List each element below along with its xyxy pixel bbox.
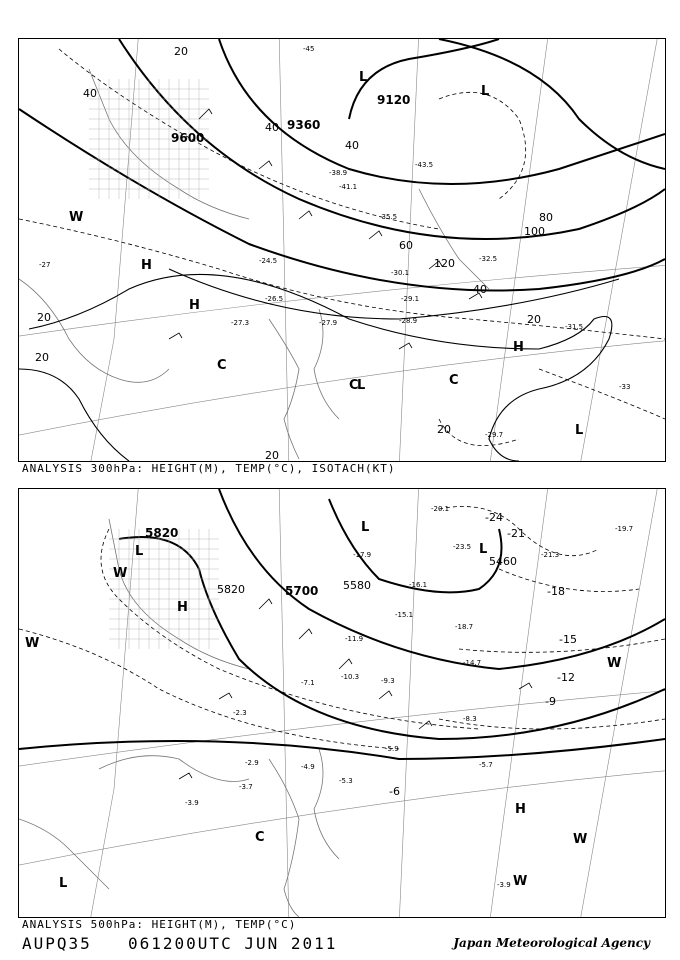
- cold-center-marker: C: [217, 358, 227, 373]
- isotach-hatching: [109, 529, 219, 649]
- temperature-value: -27: [39, 261, 51, 269]
- map-500hpa-canvas: [19, 489, 665, 917]
- height-label-5580: 5580: [343, 579, 371, 592]
- temperature-value: -7.1: [301, 679, 315, 687]
- warm-center-marker: W: [607, 656, 622, 671]
- coastline: [19, 69, 489, 459]
- isotach-label: 20: [265, 449, 279, 461]
- map-500hpa: [18, 488, 666, 918]
- isotach-label: 40: [473, 283, 487, 296]
- isotherm-label: -18: [547, 585, 565, 598]
- isotach-label: 20: [35, 351, 49, 364]
- isotach-label: 40: [345, 139, 359, 152]
- isotherm-label: -12: [557, 671, 575, 684]
- low-center-marker: L: [481, 84, 490, 99]
- temperature-value: -5.9: [385, 745, 399, 753]
- height-label-5700: 5700: [285, 584, 319, 598]
- high-center-marker: H: [515, 802, 526, 817]
- temperature-value: -28.9: [399, 317, 418, 325]
- isotach-label: 40: [83, 87, 97, 100]
- low-center-marker: L: [359, 70, 368, 85]
- isotach-label: 60: [399, 239, 413, 252]
- agency-name: Japan Meteorological Agency: [453, 936, 650, 950]
- temperature-value: -21.3: [541, 551, 560, 559]
- low-center-marker: L: [357, 378, 366, 393]
- height-contours: [19, 39, 665, 291]
- temperature-value: -32.5: [479, 255, 498, 263]
- temperature-value: -5.7: [479, 761, 493, 769]
- temperature-value: -24.5: [259, 257, 278, 265]
- high-center-marker: H: [189, 298, 200, 313]
- warm-center-marker: W: [573, 832, 588, 847]
- temperature-value: -17.9: [353, 551, 372, 559]
- isotherms: [19, 49, 665, 446]
- temperature-value: -30.1: [391, 269, 410, 277]
- high-center-marker: H: [513, 340, 524, 355]
- temperature-value: -2.9: [245, 759, 259, 767]
- isotach-label: 20: [174, 45, 188, 58]
- height-contours: [19, 489, 665, 759]
- high-center-marker: H: [141, 258, 152, 273]
- temperature-value: -41.1: [339, 183, 358, 191]
- isotach-label: 20: [437, 423, 451, 436]
- warm-center-marker: W: [113, 566, 128, 581]
- map-300hpa: [18, 38, 666, 462]
- temperature-value: -10.3: [341, 673, 360, 681]
- temperature-value: -29.1: [401, 295, 420, 303]
- isotherm-label: -24: [485, 511, 503, 524]
- low-center-marker: L: [575, 423, 584, 438]
- graticule: [19, 39, 665, 461]
- temperature-value: -43.5: [415, 161, 434, 169]
- temperature-value: -19.7: [615, 525, 634, 533]
- temperature-value: -5.3: [339, 777, 353, 785]
- isotherm-label: -21: [507, 527, 525, 540]
- cold-center-marker: C: [349, 378, 359, 393]
- temperature-value: -11.9: [345, 635, 364, 643]
- chart-code: AUPQ35: [22, 934, 92, 953]
- caption-500hpa: ANALYSIS 500hPa: HEIGHT(M), TEMP(°C): [22, 918, 297, 931]
- warm-center-marker: W: [69, 210, 84, 225]
- wind-barbs: [169, 109, 482, 349]
- height-label-5460: 5460: [489, 555, 517, 568]
- height-label-9120: 9120: [377, 93, 411, 107]
- isotach-label: 20: [37, 311, 51, 324]
- isotach-label: 20: [527, 313, 541, 326]
- low-center-marker: L: [135, 544, 144, 559]
- cold-center-marker: C: [255, 830, 265, 845]
- temperature-value: -15.1: [395, 611, 414, 619]
- map-300hpa-canvas: [19, 39, 665, 461]
- isotherm-label: -6: [389, 785, 400, 798]
- temperature-value: -29.7: [485, 431, 504, 439]
- temperature-value: -14.7: [463, 659, 482, 667]
- height-label-9600: 9600: [171, 131, 205, 145]
- temperature-value: -33: [619, 383, 631, 391]
- temperature-value: -23.5: [453, 543, 472, 551]
- warm-center-marker: W: [513, 874, 528, 889]
- height-label-9360: 9360: [287, 118, 321, 132]
- temperature-value: -3.7: [239, 783, 253, 791]
- analysis-time: 061200UTC JUN 2011: [128, 934, 338, 953]
- temperature-value: -27.3: [231, 319, 250, 327]
- high-center-marker: H: [177, 600, 188, 615]
- cold-center-marker: C: [449, 373, 459, 388]
- low-center-marker: L: [59, 876, 68, 891]
- isotach-label: 120: [434, 257, 455, 270]
- low-center-marker: L: [479, 542, 488, 557]
- temperature-value: -18.7: [455, 623, 474, 631]
- isotherm-label: -9: [545, 695, 556, 708]
- temperature-value: -26.5: [265, 295, 284, 303]
- caption-300hpa: ANALYSIS 300hPa: HEIGHT(M), TEMP(°C), ISOTACH(KT): [22, 462, 396, 475]
- temperature-value: -2.3: [233, 709, 247, 717]
- temperature-value: -27.9: [319, 319, 338, 327]
- temperature-value: -20.1: [431, 505, 450, 513]
- temperature-value: -3.9: [185, 799, 199, 807]
- temperature-value: -9.3: [381, 677, 395, 685]
- temperature-value: -35.5: [379, 213, 398, 221]
- isotach-label: 40: [265, 121, 279, 134]
- temperature-value: -3.9: [497, 881, 511, 889]
- temperature-value: -16.1: [409, 581, 428, 589]
- temperature-value: -4.9: [301, 763, 315, 771]
- temperature-value: -31.5: [565, 323, 584, 331]
- temperature-value: -8.3: [463, 715, 477, 723]
- isotherm-label: -15: [559, 633, 577, 646]
- low-center-marker: L: [361, 520, 370, 535]
- isotach-label: 100: [524, 225, 545, 238]
- temperature-value: -45: [303, 45, 315, 53]
- height-label-5820: 5820: [217, 583, 245, 596]
- warm-center-marker: W: [25, 636, 40, 651]
- height-label-5820: 5820: [145, 526, 179, 540]
- isotach-label: 80: [539, 211, 553, 224]
- isotherms: [19, 507, 665, 750]
- temperature-value: -38.9: [329, 169, 348, 177]
